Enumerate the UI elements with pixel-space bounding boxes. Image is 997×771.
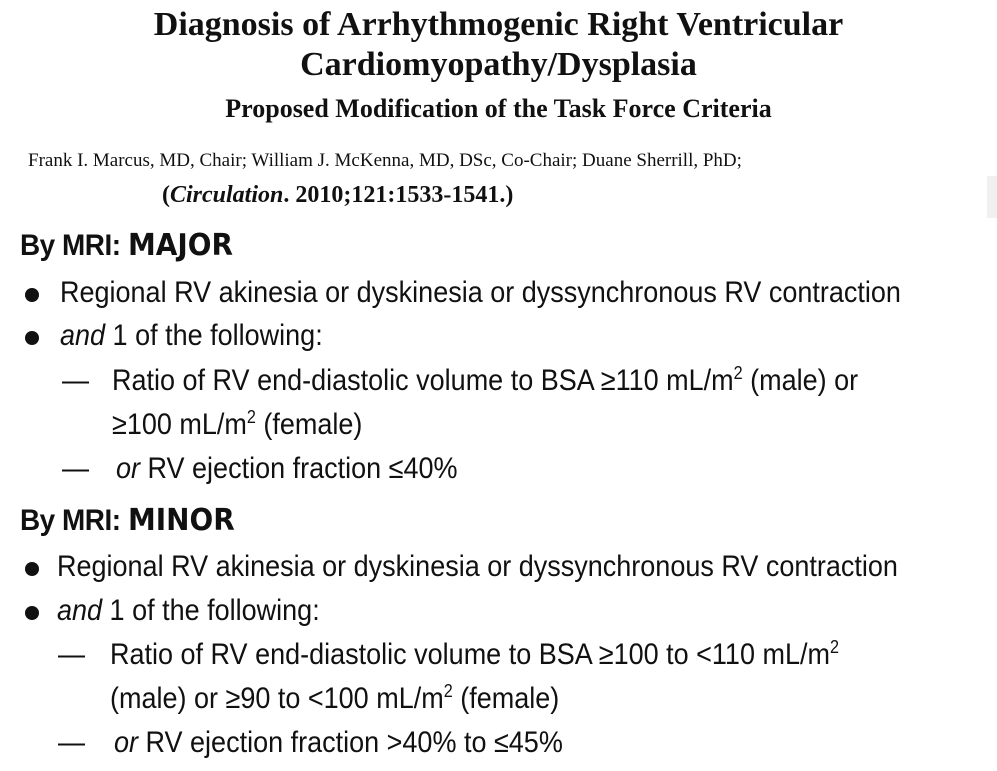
major-heading-tag: MAJOR xyxy=(128,228,233,263)
citation-rest: . 2010;121:1533-1541.) xyxy=(283,182,514,208)
minor-bullet-1: Regional RV akinesia or dyskinesia or dyssynchronous RV contraction xyxy=(57,550,898,583)
minor-sub-1-line-1-a: Ratio of RV end-diastolic volume to BSA ≥100 to <110 mL/m xyxy=(110,638,830,671)
major-sub-1-line-1-sup: 2 xyxy=(733,363,743,383)
major-sub-1-line-2-b: (female) xyxy=(255,408,363,441)
minor-bullet-2-em: and xyxy=(57,594,103,627)
major-heading-prefix: By MRI: xyxy=(20,229,121,262)
major-sub-2-dash: — xyxy=(62,452,89,485)
major-bullet-1-dot xyxy=(25,288,39,302)
minor-sub-1-line-2-a: (male) or ≥90 to <100 mL/m xyxy=(110,682,444,715)
major-sub-2-rest: RV ejection fraction ≤40% xyxy=(140,452,458,485)
minor-sub-2-em: or xyxy=(114,726,139,759)
major-heading xyxy=(20,228,233,263)
major-sub-2-em: or xyxy=(116,452,141,485)
minor-bullet-2 xyxy=(57,594,320,628)
minor-sub-1-line-2 xyxy=(110,682,559,716)
title-line-2: Cardiomyopathy/Dysplasia xyxy=(300,46,697,83)
minor-sub-2-dash: — xyxy=(58,726,85,759)
major-sub-1-line-2-sup: 2 xyxy=(246,407,256,427)
major-bullet-2-dot xyxy=(25,331,39,345)
minor-sub-1-line-1 xyxy=(110,638,839,672)
major-sub-1-line-2 xyxy=(112,408,362,442)
minor-sub-1-line-1-sup: 2 xyxy=(829,637,839,657)
minor-bullet-1-dot xyxy=(25,562,39,576)
major-sub-1-line-1-a: Ratio of RV end-diastolic volume to BSA ≥110 mL/m xyxy=(112,364,734,397)
minor-sub-2 xyxy=(114,726,563,760)
major-sub-1-line-2-a: ≥100 mL/m xyxy=(112,408,247,441)
authors: Frank I. Marcus, MD, Chair; William J. McKenna, MD, DSc, Co-Chair; Duane Sherrill, PhD; xyxy=(28,150,742,171)
major-sub-2 xyxy=(116,452,458,486)
citation-journal: Circulation xyxy=(170,182,284,208)
major-bullet-2-rest: 1 of the following: xyxy=(105,319,323,352)
minor-bullet-2-rest: 1 of the following: xyxy=(102,594,320,627)
minor-sub-1-dash: — xyxy=(58,638,85,671)
citation-open: ( xyxy=(162,182,170,208)
major-sub-1-dash: — xyxy=(62,364,89,397)
edge-artifact xyxy=(987,176,997,218)
major-sub-1-line-1-b: (male) or xyxy=(742,364,859,397)
minor-bullet-2-dot xyxy=(25,606,39,620)
minor-sub-2-rest: RV ejection fraction >40% to ≤45% xyxy=(138,726,563,759)
major-bullet-2 xyxy=(60,319,323,353)
major-bullet-2-em: and xyxy=(60,319,106,352)
minor-heading-tag: MINOR xyxy=(128,503,235,538)
major-bullet-1: Regional RV akinesia or dyskinesia or dyssynchronous RV contraction xyxy=(60,276,901,309)
minor-sub-1-line-2-b: (female) xyxy=(452,682,560,715)
major-sub-1-line-1 xyxy=(112,364,858,398)
subtitle: Proposed Modification of the Task Force Criteria xyxy=(225,94,772,123)
minor-sub-1-line-2-sup: 2 xyxy=(443,681,453,701)
minor-heading xyxy=(20,503,235,538)
citation xyxy=(162,182,513,209)
minor-heading-prefix: By MRI: xyxy=(20,504,121,537)
title-line-1: Diagnosis of Arrhythmogenic Right Ventricular xyxy=(153,6,844,43)
